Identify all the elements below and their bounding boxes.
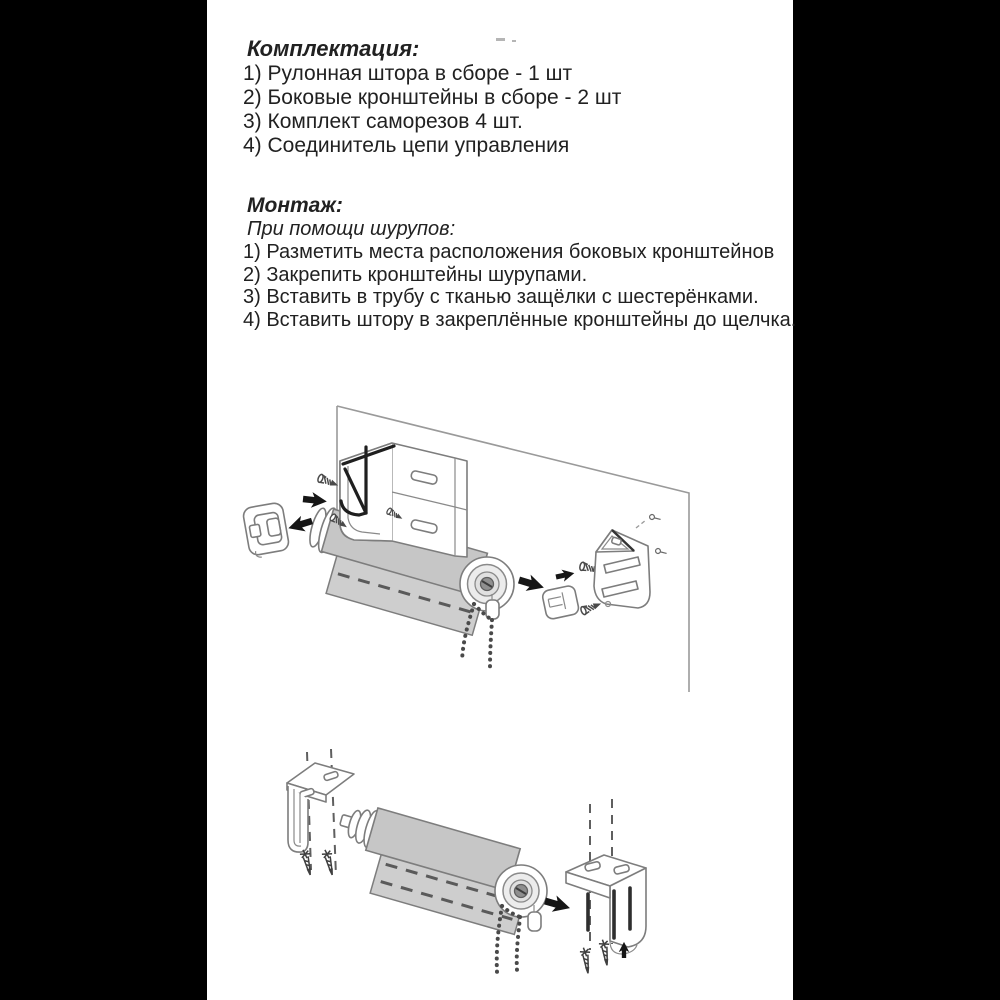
kit-item-1: 1) Рулонная штора в сборе - 1 шт [243, 62, 573, 85]
left-bracket [287, 763, 354, 852]
screw-icon [579, 947, 593, 974]
right-bracket [594, 520, 650, 608]
screw-icon [580, 600, 601, 615]
kit-heading: Комплектация: [247, 36, 420, 61]
kit-section [243, 36, 621, 158]
mount-section [243, 194, 796, 332]
right-bracket [566, 855, 646, 954]
left-black-bar [0, 0, 207, 1000]
mount-step-1: 1) Разметить места расположения боковых кронштейнов [243, 241, 775, 263]
mount-step-2: 2) Закрепить кронштейны шурупами. [243, 263, 588, 286]
kit-item-4: 4) Соединитель цепи управления [243, 134, 570, 157]
right-black-bar [793, 0, 1000, 1000]
small-screw-icon [655, 546, 667, 557]
arrow-right-icon [302, 491, 327, 509]
screw-icon [317, 474, 338, 489]
mount-heading: Монтаж: [247, 194, 343, 217]
mount-step-4: 4) Вставить штору в закреплённые кронштейны до щелчка. [243, 309, 797, 332]
kit-item-2: 2) Боковые кронштейны в сборе - 2 шт [243, 86, 622, 109]
mount-method: При помощи шурупов: [247, 218, 456, 240]
chain-connector [528, 912, 541, 931]
ceiling-mount-diagram [207, 740, 793, 1000]
wall-mount-diagram [207, 388, 793, 710]
clutch-wheel [495, 865, 547, 917]
left-bracket [340, 443, 467, 557]
small-screw-icon [649, 512, 661, 523]
arrow-right-icon [555, 567, 576, 583]
mount-step-3: 3) Вставить в трубу с тканью защёлки с шестерёнками. [243, 286, 759, 309]
roller-blind-assembly [324, 799, 547, 972]
end-cap [242, 502, 290, 559]
arrow-right-icon [517, 572, 547, 596]
latch-clip [541, 585, 579, 620]
kit-item-3: 3) Комплект саморезов 4 шт. [243, 110, 523, 133]
